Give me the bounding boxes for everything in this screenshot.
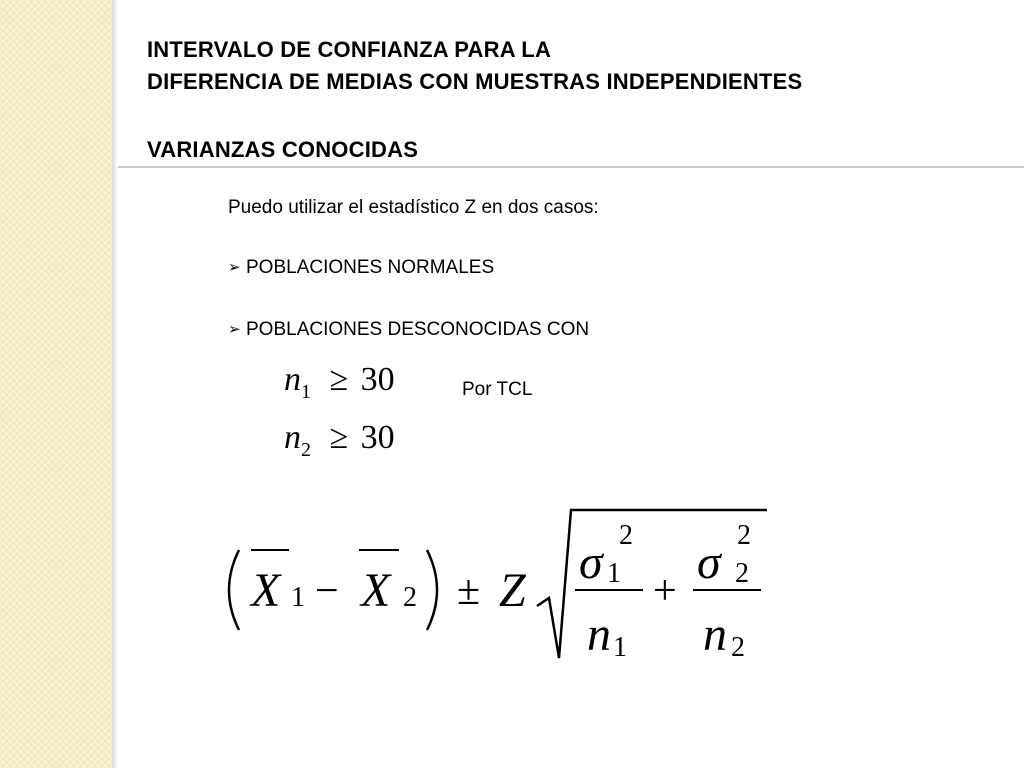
n2-subscript: 2 (731, 632, 745, 663)
right-paren (427, 550, 437, 630)
x2-subscript: 2 (403, 582, 417, 613)
sigma1-symbol: σ (579, 536, 603, 589)
sigma2-exponent: 2 (737, 520, 751, 551)
sigma1-exponent: 2 (619, 520, 633, 551)
decorative-side-band (0, 0, 113, 768)
slide-title (147, 34, 802, 98)
n1-symbol: n (587, 608, 611, 661)
sigma2-subscript: 2 (735, 558, 749, 589)
title-divider (118, 166, 1024, 168)
condition-n2: $n_2 \ge 30$ (284, 419, 395, 461)
arrow-bullet-icon: ➢ (228, 259, 241, 276)
bullet-label: POBLACIONES NORMALES (246, 257, 495, 278)
confidence-interval-formula (215, 498, 775, 668)
minus-sign: − (315, 568, 339, 614)
side-band-shadow (112, 0, 118, 768)
condition-n1: $n_1 \ge 30$ (284, 361, 395, 403)
por-tcl-note: Por TCL (462, 379, 533, 400)
x2-symbol: X (361, 564, 391, 617)
z-symbol: Z (499, 564, 526, 617)
title-line-1: INTERVALO DE CONFIANZA PARA LA (147, 37, 552, 62)
sigma2-symbol: σ (697, 536, 721, 589)
intro-text: Puedo utilizar el estadístico Z en dos casos: (228, 197, 599, 218)
n2-symbol: n (703, 608, 727, 661)
slide-subtitle: VARIANZAS CONOCIDAS (147, 137, 419, 162)
left-paren (229, 550, 239, 630)
sigma1-subscript: 1 (607, 558, 621, 589)
bullet-label: POBLACIONES DESCONOCIDAS CON (246, 319, 590, 340)
plus-sign: + (653, 568, 677, 614)
x1-symbol: X (251, 564, 281, 617)
x1-subscript: 1 (291, 582, 305, 613)
title-line-2: DIFERENCIA DE MEDIAS CON MUESTRAS INDEPENDIENTES (147, 69, 803, 94)
n1-subscript: 1 (613, 632, 627, 663)
bullet-item-desconocidas (228, 318, 589, 342)
bullet-item-normales (228, 256, 494, 280)
arrow-bullet-icon: ➢ (228, 321, 241, 338)
plus-minus-sign: ± (457, 568, 481, 614)
